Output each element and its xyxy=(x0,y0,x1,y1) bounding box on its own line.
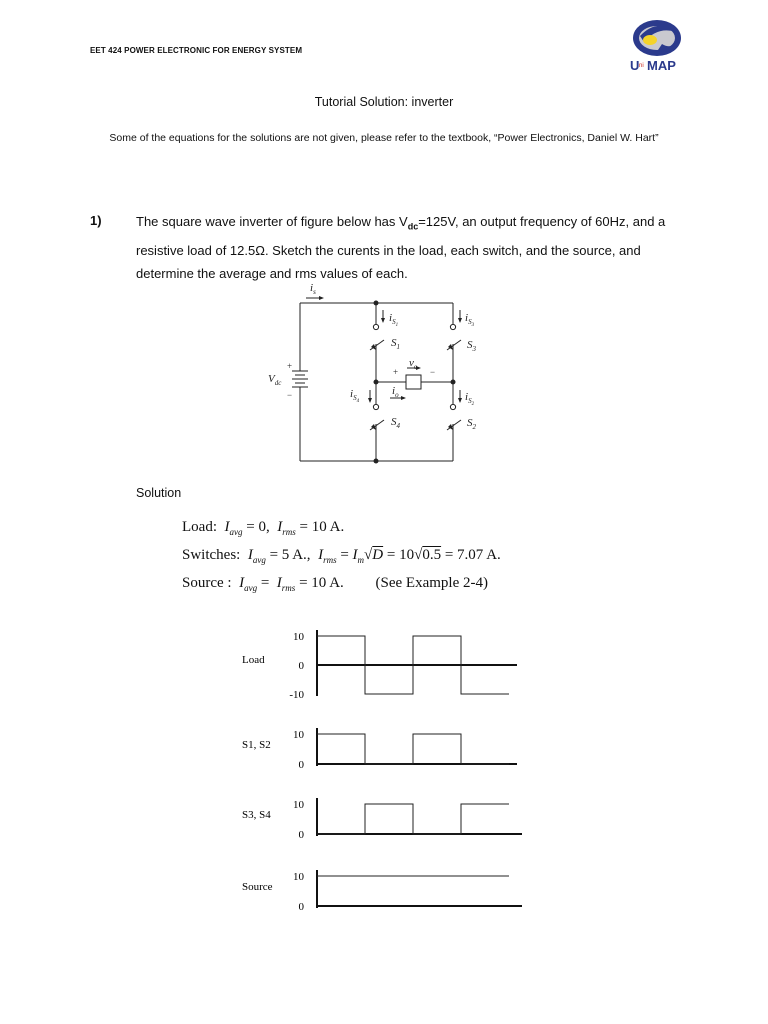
tick-label: 10 xyxy=(293,729,304,741)
waveform-s1-s2 xyxy=(242,728,517,771)
tick-label: 0 xyxy=(298,759,304,771)
source-current-label: $i_s$ xyxy=(310,282,316,296)
output-current-label: $i_o$ xyxy=(392,385,399,399)
waveform-load xyxy=(242,630,517,701)
output-voltage-label: $v_o$ xyxy=(409,357,418,371)
tick-label: 0 xyxy=(298,829,304,841)
waveform-source xyxy=(242,870,522,913)
waveform-label: S1, S2 xyxy=(242,739,271,751)
waveform-label: S3, S4 xyxy=(242,809,271,821)
svg-text:+: + xyxy=(393,367,399,377)
equation-load: Load: $I_{avg} = 0$, $I_{rms} = 10$ A. xyxy=(182,519,345,537)
current-waveforms xyxy=(230,622,530,922)
waveform-label: Load xyxy=(242,654,265,666)
tick-label: -10 xyxy=(289,689,304,701)
source-plus: + xyxy=(287,361,293,371)
page-title: Tutorial Solution: inverter xyxy=(314,95,454,109)
svg-text:iS2: $i_S2$ xyxy=(465,391,475,407)
unimap-logo xyxy=(628,14,686,74)
tick-label: 10 xyxy=(293,799,304,811)
waveform-label: Source xyxy=(242,881,273,893)
logo-letter-u: U xyxy=(630,58,640,73)
svg-text:iS3: $i_S3$ xyxy=(465,312,475,328)
switch-s2-label: $S_2$ xyxy=(467,417,476,431)
svg-text:iS1: $i_S1$ xyxy=(389,312,399,328)
equation-switches: Switches: $I_{avg} = 5$ A., $I_{rms} = I_m√D = 10√0.5 = 7.07$ A. xyxy=(182,547,501,565)
waveform-s3-s4 xyxy=(242,798,522,841)
waveform-trace xyxy=(317,804,509,834)
source-voltage-label: $V_{dc}$ xyxy=(268,373,282,387)
logo-text-map: MAP xyxy=(647,58,676,73)
tick-label: 10 xyxy=(293,631,304,643)
svg-text:iS4: $i_S4$ xyxy=(350,388,360,404)
waveform-trace xyxy=(317,734,509,764)
question-number: 1) xyxy=(90,213,102,228)
switch-s1-label: $S_1$ xyxy=(391,337,400,351)
svg-text:ni: ni xyxy=(639,63,644,69)
equation-source: Source : $I_{avg} = I_{rms} = 10$ A. (See Example 2-4) xyxy=(182,575,488,593)
course-header: EET 424 POWER ELECTRONIC FOR ENERGY SYSTEM xyxy=(90,46,303,55)
switch-s4-label: $S_4$ xyxy=(391,416,400,430)
svg-text:−: − xyxy=(430,367,436,377)
inverter-circuit-diagram xyxy=(250,278,500,470)
tick-label: 0 xyxy=(298,901,304,913)
tick-label: 10 xyxy=(293,871,304,883)
solution-heading: Solution xyxy=(136,486,182,500)
reference-note: Some of the equations for the solutions are not given, please refer to the textbook, “Power Electronics, Daniel W. Hart” xyxy=(109,132,659,144)
question-text: The square wave inverter of figure below has $V_{dc}=125V$, an output frequency of 60Hz, and a resistive load of 12.5Ω. Sketch the curents in the load, each switch, and the source, and determine the average and rms values of each. xyxy=(136,214,666,281)
switch-s3-label: $S_3$ xyxy=(467,339,476,353)
source-minus: − xyxy=(287,390,293,400)
tick-label: 0 xyxy=(298,660,304,672)
